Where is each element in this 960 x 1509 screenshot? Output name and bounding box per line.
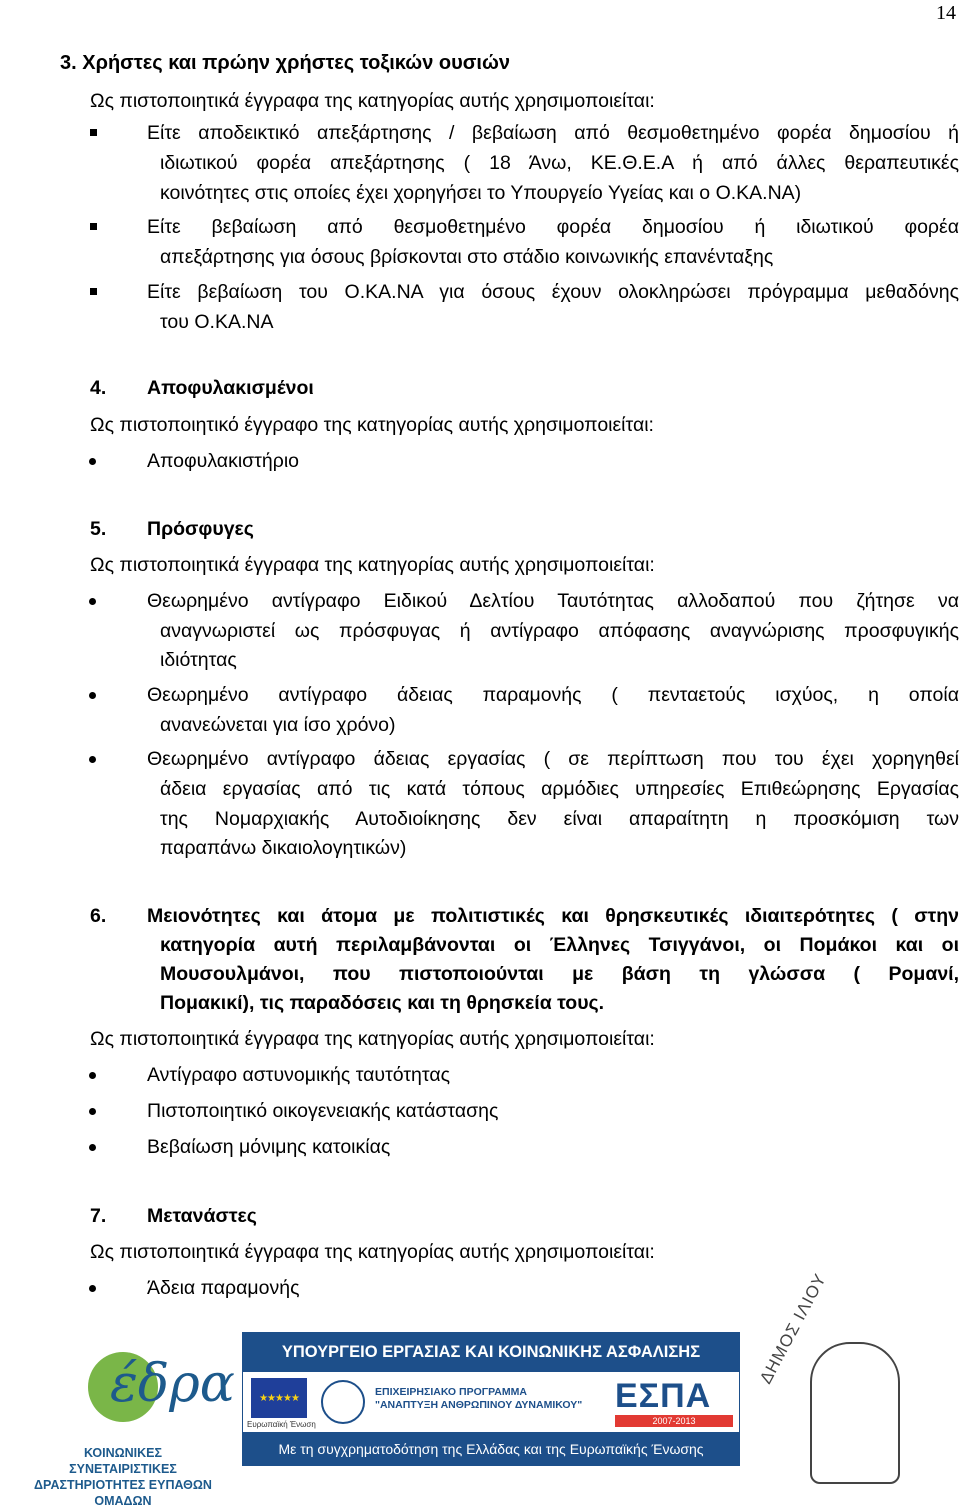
section-3-item-1-line-1: Είτε αποδεικτικό απεξάρτησης / βεβαίωση από θεσμοθετημένο φορέα δημοσίου ή [147,122,959,144]
section-6-item-3: Βεβαίωση μόνιμης κατοικίας [147,1136,391,1158]
section-6-title-line-2: κατηγορία αυτή περιλαμβάνονται οι Έλληνες Τσιγγάνοι, οι Πομάκοι και οι [160,934,959,956]
section-7-intro: Ως πιστοποιητικά έγγραφα της κατηγορίας αυτής χρησιμοποιείται: [90,1241,655,1263]
section-3-title: 3. Χρήστες και πρώην χρήστες τοξικών ουσιών [60,52,510,74]
section-3-item-3-line-1: Είτε βεβαίωση του Ο.ΚΑ.ΝΑ για όσους έχουν ολοκληρώσει πρόγραμμα μεθαδόνης [147,281,959,303]
program-line-2: "ΑΝΑΠΤΥΞΗ ΑΝΘΡΩΠΙΝΟΥ ΔΥΝΑΜΙΚΟΥ" [375,1399,583,1411]
section-5-title: Πρόσφυγες [147,518,254,540]
section-4-item-1: Αποφυλακιστήριο [147,450,300,472]
bullet-dot-icon [89,692,96,699]
section-5-item-3-line-4: παραπάνω δικαιολογητικών) [160,837,407,859]
section-6-item-2: Πιστοποιητικό οικογενειακής κατάστασης [147,1100,499,1122]
eu-label: Ευρωπαϊκή Ένωση [247,1420,316,1429]
greek-emblem-icon [321,1380,365,1424]
ministry-banner [242,1332,740,1466]
section-5-intro: Ως πιστοποιητικά έγγραφα της κατηγορίας αυτής χρησιμοποιείται: [90,554,655,576]
section-6-intro: Ως πιστοποιητικά έγγραφα της κατηγορίας αυτής χρησιμοποιείται: [90,1028,655,1050]
edra-logo [30,1342,235,1508]
section-7-item-1: Άδεια παραμονής [147,1277,300,1299]
section-5-item-1-line-1: Θεωρημένο αντίγραφο Ειδικού Δελτίου Ταυτότητας αλλοδαπού που ζήτησε να [147,590,959,612]
edra-caption-line-1: ΚΟΙΝΩΝΙΚΕΣ ΣΥΝΕΤΑΙΡΙΣΤΙΚΕΣ [69,1446,177,1476]
bullet-dot-icon [89,1072,96,1079]
square-bullet-icon [90,288,97,295]
statue-icon [810,1342,900,1484]
ministry-title: ΥΠΟΥΡΓΕΙΟ ΕΡΓΑΣΙΑΣ ΚΑΙ ΚΟΙΝΩΝΙΚΗΣ ΑΣΦΑΛΙΣΗΣ [281,1342,701,1361]
section-3-item-2-line-2: απεξάρτησης για όσους βρίσκονται στο στάδιο κοινωνικής επανένταξης [160,246,774,268]
edra-caption [30,1445,216,1509]
espa-logo [615,1377,733,1427]
section-6-title-line-4: Πομακικί), τις παραδόσεις και τη θρησκεία τους. [160,992,605,1014]
program-logos [242,1372,740,1432]
section-3-item-3-line-2: του Ο.ΚΑ.ΝΑ [160,311,274,333]
section-3-item-2-line-1: Είτε βεβαίωση από θεσμοθετημένο φορέα δημοσίου ή ιδιωτικού φορέα [147,216,959,238]
eu-flag-icon: ★★★★★ [251,1378,307,1418]
section-4-title: Αποφυλακισμένοι [147,377,314,399]
square-bullet-icon [90,129,97,136]
espa-wordmark: ΕΣΠΑ [615,1377,712,1415]
section-6-title-line-3: Μουσουλμάνοι, που πιστοποιούνται με βάση τη γλώσσα ( Ρομανί, [160,963,959,985]
bullet-dot-icon [89,756,96,763]
section-5-item-1-line-3: ιδιότητας [160,649,237,671]
section-5-item-3-line-3: της Νομαρχιακής Αυτοδιοίκησης δεν είναι απαραίτητη η προσκόμιση των [160,808,959,830]
section-5-item-3-line-2: άδεια εργασίας από τις κατά τόπους αρμόδιες υπηρεσίες Επιθεώρησης Εργασίας [160,778,959,800]
section-4-intro: Ως πιστοποιητικό έγγραφο της κατηγορίας αυτής χρησιμοποιείται: [90,414,654,436]
dimos-iliou-logo [748,1270,948,1488]
bullet-dot-icon [89,598,96,605]
edra-caption-line-2: ΔΡΑΣΤΗΡΙΟΤΗΤΕΣ ΕΥΠΑΘΩΝ ΟΜΑΔΩΝ [34,1478,212,1508]
section-3-intro: Ως πιστοποιητικά έγγραφα της κατηγορίας αυτής χρησιμοποιείται: [90,90,655,112]
section-5-item-3-line-1: Θεωρημένο αντίγραφο άδειας εργασίας ( σε περίπτωση που του έχει χορηγηθεί [147,748,959,770]
square-bullet-icon [90,223,97,230]
section-3-item-1-line-3: κοινότητες στις οποίες έχει χορηγήσει το Υπουργείο Υγείας και ο Ο.ΚΑ.ΝΑ) [160,182,802,204]
section-4-number: 4. [90,377,107,399]
section-5-number: 5. [90,518,107,540]
section-7-title: Μετανάστες [147,1205,257,1227]
section-5-item-2-line-1: Θεωρημένο αντίγραφο άδειας παραμονής ( πενταετούς ισχύος, η οποία [147,684,959,706]
section-6-title-line-1: Μειονότητες και άτομα με πολιτιστικές και θρησκευτικές ιδιαιτερότητες ( στην [147,905,959,927]
cofunding-text: Με τη συγχρηματοδότηση της Ελλάδας και της Ευρωπαϊκής Ένωσης [278,1441,704,1457]
program-name [375,1386,582,1412]
bullet-dot-icon [89,458,96,465]
bullet-dot-icon [89,1144,96,1151]
section-3-item-1-line-2: ιδιωτικού φορέα απεξάρτησης ( 18 Άνω, ΚΕ.Θ.Ε.Α ή από άλλες θεραπευτικές [160,152,959,174]
section-5-item-1-line-2: αναγνωριστεί ως πρόσφυγας ή αντίγραφο απόφασης αναγνώρισης προσφυγικής [160,620,959,642]
espa-years: 2007-2013 [615,1415,733,1427]
section-6-number: 6. [90,905,107,927]
bullet-dot-icon [89,1108,96,1115]
section-7-number: 7. [90,1205,107,1227]
dimos-iliou-text: ΔΗΜΟΣ ΙΛΙΟΥ [756,1270,831,1387]
program-line-1: ΕΠΙΧΕΙΡΗΣΙΑΚΟ ΠΡΟΓΡΑΜΜΑ [375,1386,527,1398]
bullet-dot-icon [89,1285,96,1292]
edra-wordmark: έδρα [110,1354,235,1414]
section-5-item-2-line-2: ανανεώνεται για ίσο χρόνο) [160,714,396,736]
section-6-item-1: Αντίγραφο αστυνομικής ταυτότητας [147,1064,450,1086]
page-number: 14 [936,2,956,24]
